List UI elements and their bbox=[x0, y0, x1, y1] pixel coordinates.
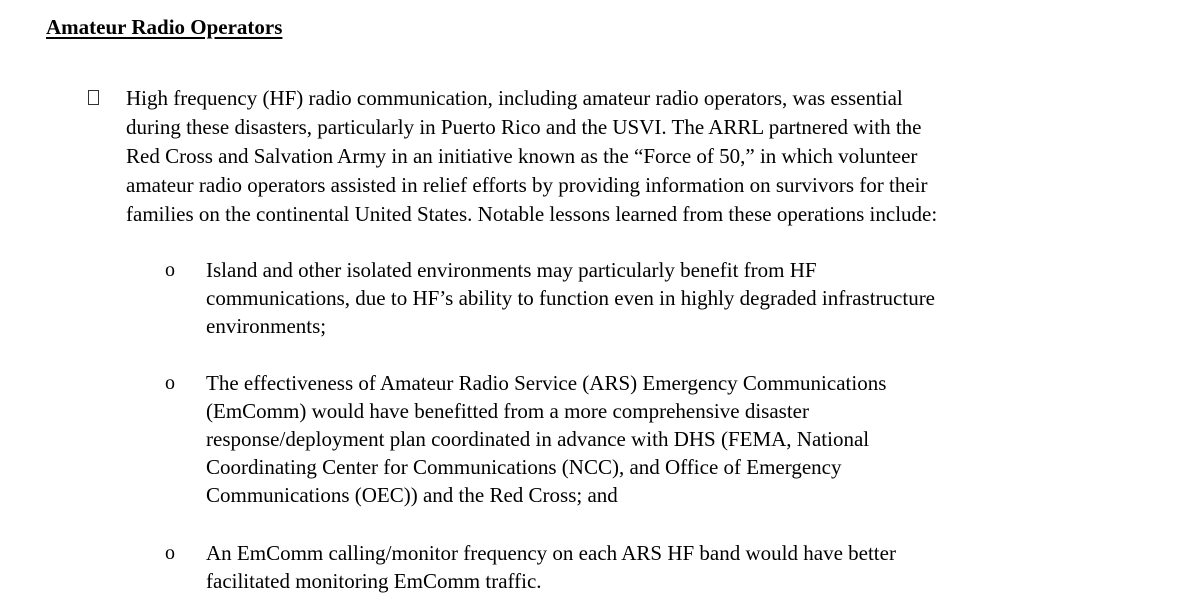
paragraph-line: during these disasters, particularly in Puerto Rico and the USVI. The ARRL partnered with the bbox=[126, 115, 922, 139]
paragraph-line: High frequency (HF) radio communication, including amateur radio operators, was essential bbox=[126, 86, 903, 110]
sub-bullet-line: Island and other isolated environments may particularly benefit from HF bbox=[206, 258, 817, 282]
paragraph-line: families on the continental United States. Notable lessons learned from these operations include: bbox=[126, 202, 938, 226]
sub-bullet-line: environments; bbox=[206, 314, 327, 338]
main-bullet-paragraph bbox=[126, 84, 1186, 229]
sub-bullet-line: An EmComm calling/monitor frequency on each ARS HF band would have better bbox=[206, 541, 896, 565]
sub-bullet-line: facilitated monitoring EmComm traffic. bbox=[206, 569, 542, 593]
sub-bullet-line: Coordinating Center for Communications (NCC), and Office of Emergency bbox=[206, 455, 842, 479]
sub-bullet-line: (EmComm) would have benefitted from a more comprehensive disaster bbox=[206, 399, 809, 423]
section-heading: Amateur Radio Operators bbox=[46, 15, 283, 39]
sub-bullet-line: The effectiveness of Amateur Radio Service (ARS) Emergency Communications bbox=[206, 371, 887, 395]
sub-bullet-item bbox=[206, 256, 1186, 340]
sub-bullet-marker: o bbox=[165, 259, 175, 281]
sub-bullet-item bbox=[206, 539, 1186, 595]
sub-bullet-marker: o bbox=[165, 542, 175, 564]
sub-bullet-marker: o bbox=[165, 372, 175, 394]
checkbox-bullet-icon bbox=[88, 90, 99, 105]
paragraph-line: amateur radio operators assisted in relief efforts by providing information on survivors for their bbox=[126, 173, 928, 197]
paragraph-line: Red Cross and Salvation Army in an initiative known as the “Force of 50,” in which volunteer bbox=[126, 144, 918, 168]
sub-bullet-line: Communications (OEC)) and the Red Cross; and bbox=[206, 483, 618, 507]
sub-bullet-line: communications, due to HF’s ability to function even in highly degraded infrastructure bbox=[206, 286, 936, 310]
sub-bullet-line: response/deployment plan coordinated in advance with DHS (FEMA, National bbox=[206, 427, 870, 451]
sub-bullet-item bbox=[206, 369, 1186, 509]
